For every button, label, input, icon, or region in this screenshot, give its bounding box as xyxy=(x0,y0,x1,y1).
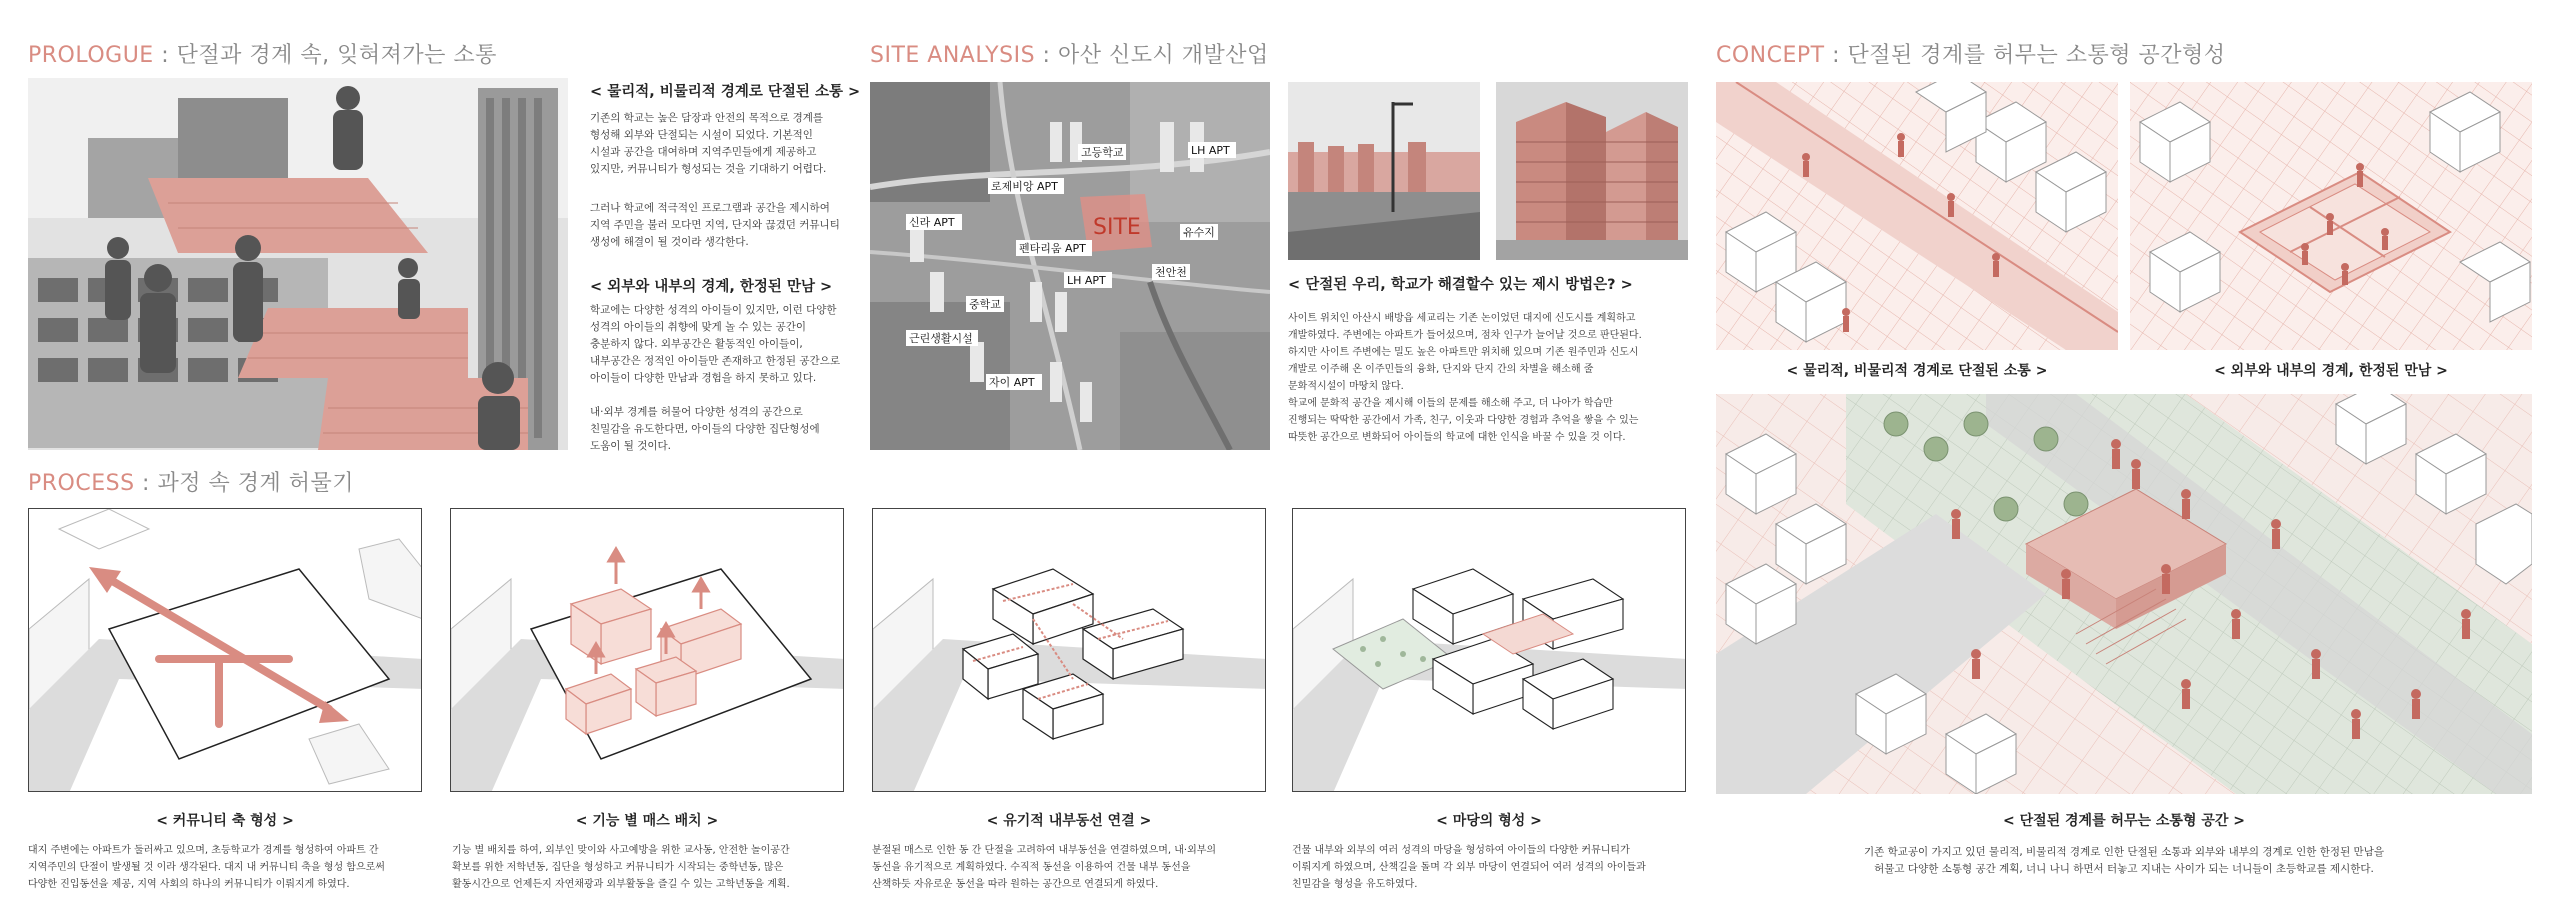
process-caption-2: < 기능 별 매스 배치 > xyxy=(575,813,719,829)
process-text-4: 건물 내부와 외부의 여러 성격의 마당을 형성하여 아이들의 다양한 커뮤니티가 이뤄지게 하였으며, 산책길을 돌며 각 외부 마당이 연결되어 여러 성격의 아이들과 친밀감을 형성을 유도하였다. xyxy=(1292,845,1646,890)
process-text-2: 기능 별 배치를 하여, 외부인 맞이와 사고예방을 위한 교사동, 안전한 놀이공간 확보를 위한 저학년동, 집단을 형성하고 커뮤니티가 시작되는 중학년동, 많은 활동시간으로 언제든지 자연채광과 외부활동을 즐길 수 있는 고학년동을 계획. xyxy=(452,845,790,890)
process-caption-4: < 마당의 형성 > xyxy=(1436,813,1542,829)
svg-text:유수지: 유수지 xyxy=(1183,226,1215,239)
svg-text:천안천: 천안천 xyxy=(1155,266,1187,279)
prologue-paragraph-4: 내·외부 경계를 허물어 다양한 성격의 공간으로 친밀감을 유도한다면, 아이들의 다양한 집단형성에 도움이 될 것이다. xyxy=(590,406,820,452)
prologue-title xyxy=(28,38,497,69)
title-separator: : xyxy=(1824,43,1848,68)
svg-text:펜타리움 APT: 펜타리움 APT xyxy=(1019,242,1086,255)
concept-title-kr: 단절된 경계를 허무는 소통형 공간형성 xyxy=(1847,43,2226,68)
process-diagram-community-axis xyxy=(28,508,422,792)
site-title xyxy=(870,38,1269,69)
concept-caption-2: < 외부와 내부의 경계, 한정된 만남 > xyxy=(2214,363,2448,379)
svg-text:로제비앙 APT: 로제비앙 APT xyxy=(991,180,1058,193)
concept-caption-3: < 단절된 경계를 허무는 소통형 공간 > xyxy=(2002,813,2246,829)
prologue-paragraph-2: 그러나 학교에 적극적인 프로그램과 공간을 제시하여 지역 주민을 불러 모다면 지역, 단지와 끊겼던 커뮤니티 생성에 해결이 될 것이라 생각한다. xyxy=(590,202,840,248)
svg-text:고등학교: 고등학교 xyxy=(1081,146,1124,159)
concept-diagram-main xyxy=(1716,394,2532,794)
concept-title-en: CONCEPT xyxy=(1716,43,1825,68)
prologue-title-kr: 단절과 경계 속, 잊혀져가는 소통 xyxy=(176,43,497,68)
prologue-collage-image xyxy=(28,78,568,450)
prologue-title-en: PROLOGUE xyxy=(28,43,154,68)
prologue-sub2: < 외부와 내부의 경계, 한정된 만남 > xyxy=(590,279,833,295)
site-street-photo xyxy=(1288,82,1480,260)
process-title xyxy=(28,466,354,497)
concept-diagram-2 xyxy=(2130,82,2532,350)
site-title-kr: 아산 신도시 개발산업 xyxy=(1057,43,1269,68)
svg-text:LH APT: LH APT xyxy=(1191,144,1230,157)
process-caption-3: < 유기적 내부동선 연결 > xyxy=(986,813,1152,829)
process-title-en: PROCESS xyxy=(28,471,135,496)
process-text-1: 대지 주변에는 아파트가 둘러싸고 있으며, 초등학교가 경계를 형성하여 아파트 간 지역주민의 단절이 발생될 것 이라 생각된다. 대지 내 커뮤니티 축을 형성 함으로써 다양한 진입동선을 제공, 지역 사회의 하나의 커뮤니티가 이뤄지게 하였다. xyxy=(28,845,385,890)
concept-title xyxy=(1716,38,2226,69)
prologue-paragraph-1: 기존의 학교는 높은 담장과 안전의 목적으로 경계를 형성해 외부와 단절되는 시설이 되었다. 기본적인 시설과 공간을 대여하며 지역주민들에게 제공하고 있지만, 커뮤니티가 형성되는 것을 기대하기 어렵다. xyxy=(590,112,827,175)
title-separator: : xyxy=(153,43,177,68)
site-title-en: SITE ANALYSIS xyxy=(870,43,1036,68)
title-separator: : xyxy=(134,471,158,496)
site-aerial-map xyxy=(870,82,1270,450)
process-caption-1: < 커뮤니티 축 형성 > xyxy=(156,813,294,829)
site-paragraph: 사이트 위치인 아산시 배방읍 세교리는 기존 논이었던 대지에 신도시를 계획하고 개발하였다. 주변에는 아파트가 들어섰으며, 점차 인구가 늘어날 것으로 판단된다. 하지만 사이트 주변에는 밀도 높은 아파트만 위치해 있으며 기존 원주민과 신도시 개발로 이주해 온 이주민들의 융화, 단지와 단지 간의 차별을 해소해 줄 문화적시설이 마땅치 않다. 학교에 문화적 공간을 제시해 이들의 문제를 해소해 주고, 더 나아가 학습만 진행되는 딱딱한 공간에서 가족, 친구, 이웃과 다양한 경험과 추억을 쌓을 수 있는 따뜻한 공간으로 변화되어 아이들의 학교에 대한 인식을 바꿀 수 있을 것 이다. xyxy=(1288,313,1642,443)
svg-text:신라 APT: 신라 APT xyxy=(909,216,955,229)
process-title-kr: 과정 속 경계 허물기 xyxy=(157,471,354,496)
process-text-3: 분절된 매스로 인한 동 간 단절을 고려하여 내부동선을 연결하였으며, 내·외부의 동선을 유기적으로 계획하였다. 수직적 동선을 이용하여 건물 내부 동선을 산책하듯 자유로운 동선을 따라 원하는 공간으로 연결되게 하였다. xyxy=(872,845,1217,890)
svg-text:자이 APT: 자이 APT xyxy=(989,376,1035,389)
site-sub: < 단절된 우리, 학교가 해결할수 있는 제시 방법은? > xyxy=(1288,277,1633,293)
svg-text:LH APT: LH APT xyxy=(1067,274,1106,287)
concept-paragraph: 기존 학교공이 가지고 있던 물리적, 비물리적 경계로 인한 단절된 소통과 외부와 내부의 경계로 인한 한정된 만남을 허물고 다양한 소통형 공간 계획, 너니 나니 하면서 터놓고 지내는 사이가 되는 너니들이 초등학교를 제시한다. xyxy=(1864,846,2384,875)
concept-caption-1: < 물리적, 비물리적 경계로 단절된 소통 > xyxy=(1786,363,2048,379)
prologue-sub1: < 물리적, 비물리적 경계로 단절된 소통 > xyxy=(590,84,861,100)
svg-text:중학교: 중학교 xyxy=(969,298,1001,311)
process-diagram-circulation xyxy=(872,508,1266,792)
prologue-paragraph-3: 학교에는 다양한 성격의 아이들이 있지만, 이런 다양한 성격의 아이들의 취향에 맞게 놀 수 있는 공간이 충분하지 않다. 외부공간은 활동적인 아이들이, 내부공간은 정적인 아이들만 존재하고 한정된 공간으로 아이들이 다양한 만남과 경험을 하지 못하고 있다. xyxy=(590,304,840,384)
title-separator: : xyxy=(1035,43,1058,68)
process-diagram-mass-layout xyxy=(450,508,844,792)
site-apartment-photo xyxy=(1496,82,1688,260)
concept-diagram-1 xyxy=(1716,82,2118,350)
svg-text:근린생활시설: 근린생활시설 xyxy=(909,332,973,345)
svg-text:SITE: SITE xyxy=(1093,215,1141,240)
process-diagram-courtyard xyxy=(1292,508,1686,792)
